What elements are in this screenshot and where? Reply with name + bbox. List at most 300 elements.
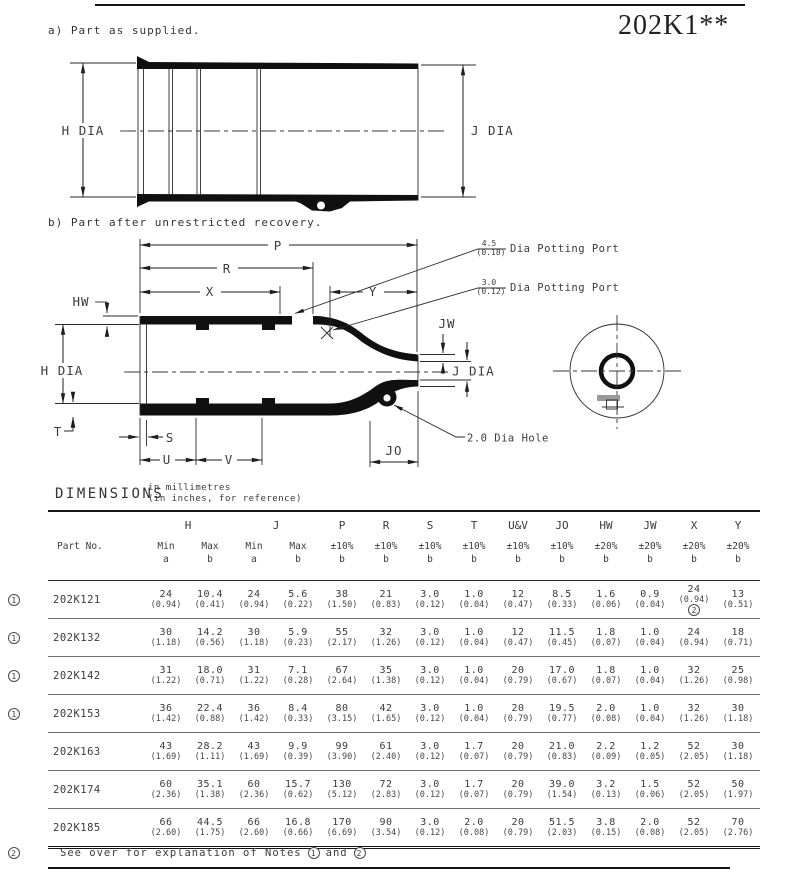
row-note-circle: 1 bbox=[8, 632, 20, 644]
value-mm: 55 bbox=[335, 627, 349, 638]
value-mm: 3.0 bbox=[420, 779, 440, 790]
value-inches: (0.41) bbox=[194, 600, 226, 610]
value-cell bbox=[452, 657, 496, 695]
value-cell bbox=[716, 619, 760, 657]
value-inches: (1.65) bbox=[370, 714, 402, 724]
value-mm: 30 bbox=[247, 627, 261, 638]
value-cell bbox=[144, 809, 188, 848]
value-cell bbox=[540, 581, 584, 619]
value-cell bbox=[188, 733, 232, 771]
value-cell bbox=[716, 733, 760, 771]
value-cell bbox=[232, 619, 276, 657]
value-mm: 52 bbox=[687, 779, 701, 790]
value-cell bbox=[408, 657, 452, 695]
value-mm: 24 bbox=[687, 627, 701, 638]
column-ab: b bbox=[452, 554, 496, 581]
value-mm: 1.0 bbox=[464, 703, 484, 714]
value-cell bbox=[584, 619, 628, 657]
value-cell bbox=[540, 657, 584, 695]
value-inches: (0.12) bbox=[414, 638, 446, 648]
value-inches: (5.12) bbox=[326, 790, 358, 800]
value-cell bbox=[144, 695, 188, 733]
value-inches: (0.04) bbox=[634, 638, 666, 648]
dimensions-table bbox=[11, 510, 760, 849]
value-cell bbox=[672, 695, 716, 733]
value-inches: (0.07) bbox=[458, 790, 490, 800]
value-inches: (2.05) bbox=[678, 752, 710, 762]
value-cell bbox=[276, 733, 320, 771]
value-cell bbox=[364, 771, 408, 809]
port2-label: Dia Potting Port bbox=[510, 282, 620, 294]
value-mm: 52 bbox=[687, 741, 701, 752]
value-mm: 31 bbox=[159, 665, 173, 676]
value-cell bbox=[408, 809, 452, 848]
value-mm: 25 bbox=[731, 665, 745, 676]
value-cell bbox=[320, 733, 364, 771]
value-inches: (1.26) bbox=[370, 638, 402, 648]
value-mm: 31 bbox=[247, 665, 261, 676]
column-letter: T bbox=[470, 518, 478, 532]
value-inches: (0.04) bbox=[458, 676, 490, 686]
part-number: 202K174 bbox=[53, 783, 101, 796]
column-ab: b bbox=[276, 554, 320, 581]
value-cell bbox=[144, 771, 188, 809]
table-row bbox=[48, 771, 760, 809]
header-spacer bbox=[48, 554, 144, 581]
value-inches: (0.66) bbox=[282, 828, 314, 838]
value-mm: 72 bbox=[379, 779, 393, 790]
value-mm: 24 bbox=[159, 589, 173, 600]
value-mm: 0.9 bbox=[640, 589, 660, 600]
value-inches: (0.79) bbox=[502, 828, 534, 838]
table-row bbox=[48, 695, 760, 733]
bottom-rule bbox=[48, 867, 730, 869]
column-ab: b bbox=[320, 554, 364, 581]
value-inches: (0.33) bbox=[282, 714, 314, 724]
value-inches: (0.07) bbox=[590, 676, 622, 686]
value-inches: (1.54) bbox=[546, 790, 578, 800]
column-tolerance: ±20% bbox=[594, 540, 618, 552]
value-cell bbox=[408, 581, 452, 619]
value-inches: (0.04) bbox=[458, 600, 490, 610]
value-cell bbox=[452, 581, 496, 619]
value-cell bbox=[584, 771, 628, 809]
value-mm: 21.0 bbox=[548, 741, 576, 752]
value-mm: 32 bbox=[379, 627, 393, 638]
x-label: X bbox=[205, 284, 215, 299]
part-no-cell bbox=[48, 733, 144, 771]
part-no-cell bbox=[48, 809, 144, 848]
value-inches: (0.04) bbox=[634, 600, 666, 610]
value-inches: (0.62) bbox=[282, 790, 314, 800]
value-mm: 1.0 bbox=[640, 703, 660, 714]
t-label: T bbox=[53, 424, 63, 439]
value-cell bbox=[188, 809, 232, 848]
h-dia-label-b: H DIA bbox=[40, 363, 84, 378]
value-inches: (1.26) bbox=[678, 676, 710, 686]
column-letter: HW bbox=[599, 518, 613, 532]
value-inches: (2.05) bbox=[678, 790, 710, 800]
value-mm: 12 bbox=[511, 627, 525, 638]
value-inches: (1.42) bbox=[150, 714, 182, 724]
value-cell bbox=[628, 733, 672, 771]
value-cell bbox=[232, 771, 276, 809]
table-row bbox=[48, 581, 760, 619]
value-mm: 60 bbox=[159, 779, 173, 790]
value-cell bbox=[364, 657, 408, 695]
value-cell bbox=[584, 809, 628, 848]
value-mm: 1.8 bbox=[596, 627, 616, 638]
table-row bbox=[48, 657, 760, 695]
value-inches: (0.06) bbox=[634, 790, 666, 800]
header-letters-row bbox=[48, 511, 760, 538]
value-cell bbox=[716, 771, 760, 809]
value-cell bbox=[452, 809, 496, 848]
value-mm: 21 bbox=[379, 589, 393, 600]
value-inches: (0.33) bbox=[546, 600, 578, 610]
value-cell bbox=[584, 733, 628, 771]
units-note bbox=[148, 483, 302, 505]
value-cell bbox=[540, 771, 584, 809]
value-inches: (1.38) bbox=[370, 676, 402, 686]
j-dia-label: J DIA bbox=[471, 123, 514, 138]
value-cell bbox=[672, 809, 716, 848]
column-letter: X bbox=[690, 518, 698, 532]
value-mm: 1.5 bbox=[640, 779, 660, 790]
value-cell bbox=[628, 657, 672, 695]
column-ab: a bbox=[232, 554, 276, 581]
value-inches: (0.83) bbox=[546, 752, 578, 762]
value-inches: (0.07) bbox=[458, 752, 490, 762]
value-mm: 8.5 bbox=[552, 589, 572, 600]
value-cell bbox=[188, 619, 232, 657]
value-cell bbox=[144, 657, 188, 695]
page-title: 202K1** bbox=[618, 10, 730, 41]
value-cell bbox=[320, 619, 364, 657]
value-mm: 5.6 bbox=[288, 589, 308, 600]
value-mm: 2.2 bbox=[596, 741, 616, 752]
value-inches: (1.22) bbox=[238, 676, 270, 686]
value-mm: 24 bbox=[247, 589, 261, 600]
value-inches: (0.04) bbox=[458, 714, 490, 724]
jw-label: JW bbox=[438, 316, 456, 331]
column-ab: b bbox=[716, 554, 760, 581]
value-inches: (2.36) bbox=[238, 790, 270, 800]
value-mm: 11.5 bbox=[548, 627, 576, 638]
column-ab: b bbox=[188, 554, 232, 581]
value-cell bbox=[496, 809, 540, 848]
value-inches: (0.94) bbox=[678, 638, 710, 648]
potting-port-1-opening bbox=[292, 315, 313, 327]
end-view bbox=[553, 315, 683, 429]
value-inches: (2.60) bbox=[238, 828, 270, 838]
value-inches: (0.94) bbox=[238, 600, 270, 610]
value-mm: 66 bbox=[159, 817, 173, 828]
part-no-cell bbox=[11, 619, 144, 657]
value-inches: (3.15) bbox=[326, 714, 358, 724]
value-cell bbox=[628, 581, 672, 619]
value-mm: 2.0 bbox=[640, 817, 660, 828]
value-cell bbox=[232, 695, 276, 733]
h-dia-dimension bbox=[54, 63, 136, 197]
value-cell bbox=[496, 733, 540, 771]
value-inches: (0.77) bbox=[546, 714, 578, 724]
value-inches: (2.36) bbox=[150, 790, 182, 800]
column-tolerance: ±10% bbox=[550, 540, 574, 552]
value-mm: 43 bbox=[247, 741, 261, 752]
port2-in: (0.12) bbox=[476, 287, 506, 296]
column-tolerance: ±10% bbox=[462, 540, 486, 552]
value-mm: 36 bbox=[159, 703, 173, 714]
value-inches: (0.08) bbox=[590, 714, 622, 724]
value-cell bbox=[716, 657, 760, 695]
value-inches: (0.09) bbox=[590, 752, 622, 762]
value-cell bbox=[144, 619, 188, 657]
value-cell bbox=[188, 771, 232, 809]
value-mm: 3.0 bbox=[420, 627, 440, 638]
value-inches: (1.69) bbox=[150, 752, 182, 762]
value-inches: (3.90) bbox=[326, 752, 358, 762]
value-mm: 24 bbox=[687, 583, 701, 595]
value-inches: (1.38) bbox=[194, 790, 226, 800]
value-mm: 1.7 bbox=[464, 779, 484, 790]
p-label: P bbox=[273, 238, 283, 253]
value-inches: (0.13) bbox=[590, 790, 622, 800]
value-mm: 1.7 bbox=[464, 741, 484, 752]
part-no-cell bbox=[11, 695, 144, 733]
value-cell bbox=[188, 581, 232, 619]
column-letter: R bbox=[382, 518, 390, 532]
column-ab: b bbox=[672, 554, 716, 581]
part-number: 202K121 bbox=[53, 593, 101, 606]
value-mm: 1.0 bbox=[640, 627, 660, 638]
value-cell bbox=[144, 581, 188, 619]
value-cell bbox=[320, 581, 364, 619]
s-label: S bbox=[165, 430, 175, 445]
value-cell bbox=[452, 771, 496, 809]
value-mm: 30 bbox=[159, 627, 173, 638]
header-spacer bbox=[48, 511, 144, 538]
value-cell bbox=[276, 581, 320, 619]
value-inches: (2.17) bbox=[326, 638, 358, 648]
column-tolerance: Max bbox=[201, 540, 219, 552]
value-cell bbox=[672, 657, 716, 695]
value-cell bbox=[364, 809, 408, 848]
port2-mm: 3.0 bbox=[481, 278, 497, 287]
value-cell bbox=[188, 657, 232, 695]
y-label: Y bbox=[368, 284, 378, 299]
value-cell bbox=[540, 733, 584, 771]
column-tolerance: Max bbox=[289, 540, 307, 552]
value-mm: 35 bbox=[379, 665, 393, 676]
units-line-2: (in inches, for reference) bbox=[148, 494, 302, 504]
value-inches: (1.50) bbox=[326, 600, 358, 610]
value-cell bbox=[408, 771, 452, 809]
dia-hole bbox=[383, 394, 390, 401]
value-mm: 28.2 bbox=[196, 741, 224, 752]
value-mm: 3.0 bbox=[420, 703, 440, 714]
column-letter: H bbox=[184, 518, 192, 532]
value-inches: (2.40) bbox=[370, 752, 402, 762]
value-mm: 66 bbox=[247, 817, 261, 828]
value-inches: (0.39) bbox=[282, 752, 314, 762]
footer-note-circle: 2 bbox=[8, 847, 20, 859]
value-inches: (2.64) bbox=[326, 676, 358, 686]
value-inches: (0.22) bbox=[282, 600, 314, 610]
value-inches: (0.04) bbox=[634, 714, 666, 724]
value-cell bbox=[408, 695, 452, 733]
value-inches: (0.08) bbox=[634, 828, 666, 838]
part-no-header: Part No. bbox=[57, 540, 103, 552]
value-inches: (2.83) bbox=[370, 790, 402, 800]
column-ab: b bbox=[540, 554, 584, 581]
value-cell bbox=[672, 771, 716, 809]
value-inches: (1.26) bbox=[678, 714, 710, 724]
value-cell bbox=[320, 771, 364, 809]
value-mm: 9.9 bbox=[288, 741, 308, 752]
value-mm: 51.5 bbox=[548, 817, 576, 828]
value-inches: (0.83) bbox=[370, 600, 402, 610]
header-ab-row bbox=[48, 554, 760, 581]
value-mm: 1.2 bbox=[640, 741, 660, 752]
value-inches: (1.42) bbox=[238, 714, 270, 724]
value-inches: (2.60) bbox=[150, 828, 182, 838]
port1-in: (0.18) bbox=[476, 248, 506, 257]
value-inches: (0.67) bbox=[546, 676, 578, 686]
column-tolerance: Min bbox=[157, 540, 175, 552]
value-cell bbox=[584, 581, 628, 619]
value-cell bbox=[320, 809, 364, 848]
column-letter: J bbox=[272, 518, 280, 532]
column-letter: P bbox=[338, 518, 346, 532]
value-mm: 80 bbox=[335, 703, 349, 714]
value-mm: 35.1 bbox=[196, 779, 224, 790]
drawing-part-as-supplied bbox=[0, 50, 792, 218]
section-a-label: a) Part as supplied. bbox=[48, 24, 201, 37]
value-mm: 1.0 bbox=[464, 589, 484, 600]
header-sub-row bbox=[48, 538, 760, 554]
value-mm: 3.0 bbox=[420, 589, 440, 600]
value-cell bbox=[628, 619, 672, 657]
value-inches: (1.75) bbox=[194, 828, 226, 838]
value-inches: (0.04) bbox=[634, 676, 666, 686]
value-mm: 38 bbox=[335, 589, 349, 600]
value-cell bbox=[276, 809, 320, 848]
column-ab: b bbox=[584, 554, 628, 581]
value-inches: (0.06) bbox=[590, 600, 622, 610]
column-letter: JO bbox=[555, 518, 569, 532]
value-cell bbox=[232, 733, 276, 771]
value-mm: 130 bbox=[332, 779, 352, 790]
value-mm: 13 bbox=[731, 589, 745, 600]
column-tolerance: ±10% bbox=[418, 540, 442, 552]
value-inches: (0.12) bbox=[414, 752, 446, 762]
jo-label: JO bbox=[385, 443, 403, 458]
part-number: 202K163 bbox=[53, 745, 101, 758]
mounting-hole bbox=[317, 202, 325, 210]
value-mm: 8.4 bbox=[288, 703, 308, 714]
value-mm: 1.0 bbox=[464, 627, 484, 638]
value-mm: 42 bbox=[379, 703, 393, 714]
value-inches: (0.12) bbox=[414, 790, 446, 800]
port1-mm: 4.5 bbox=[481, 239, 497, 248]
value-inches: (0.51) bbox=[722, 600, 754, 610]
column-ab: a bbox=[144, 554, 188, 581]
dimensions-title: DIMENSIONS bbox=[55, 486, 165, 502]
value-cell bbox=[452, 733, 496, 771]
value-mm: 32 bbox=[687, 665, 701, 676]
part-no-cell bbox=[11, 581, 144, 619]
value-mm: 67 bbox=[335, 665, 349, 676]
value-mm: 20 bbox=[511, 741, 525, 752]
value-inches: (2.76) bbox=[722, 828, 754, 838]
value-inches: (6.69) bbox=[326, 828, 358, 838]
value-cell bbox=[672, 581, 716, 619]
value-mm: 1.8 bbox=[596, 665, 616, 676]
value-mm: 99 bbox=[335, 741, 349, 752]
value-inches: (0.79) bbox=[502, 790, 534, 800]
value-cell bbox=[188, 695, 232, 733]
value-inches: (2.05) bbox=[678, 828, 710, 838]
value-mm: 3.0 bbox=[420, 665, 440, 676]
top-dimensions bbox=[140, 237, 417, 352]
value-cell bbox=[716, 809, 760, 848]
value-inches: (0.88) bbox=[194, 714, 226, 724]
value-inches: (0.47) bbox=[502, 638, 534, 648]
value-cell bbox=[408, 619, 452, 657]
value-cell bbox=[628, 695, 672, 733]
column-letter: S bbox=[426, 518, 434, 532]
value-cell bbox=[276, 695, 320, 733]
j-dia-label-b: J DIA bbox=[452, 363, 495, 379]
footer-text: See over for explanation of Notes bbox=[60, 847, 302, 859]
value-mm: 7.1 bbox=[288, 665, 308, 676]
value-mm: 10.4 bbox=[196, 589, 224, 600]
value-mm: 61 bbox=[379, 741, 393, 752]
value-mm: 16.8 bbox=[284, 817, 312, 828]
value-cell bbox=[276, 657, 320, 695]
value-cell bbox=[496, 771, 540, 809]
value-inches: (0.04) bbox=[458, 638, 490, 648]
value-cell bbox=[232, 581, 276, 619]
column-tolerance: ±20% bbox=[726, 540, 750, 552]
value-inches: (0.23) bbox=[282, 638, 314, 648]
value-inches: (0.07) bbox=[590, 638, 622, 648]
value-cell bbox=[540, 695, 584, 733]
value-mm: 19.5 bbox=[548, 703, 576, 714]
value-cell bbox=[716, 695, 760, 733]
left-dimensions bbox=[32, 294, 139, 439]
value-inches: (0.45) bbox=[546, 638, 578, 648]
value-mm: 44.5 bbox=[196, 817, 224, 828]
column-letter: Y bbox=[734, 518, 742, 532]
port1-label: Dia Potting Port bbox=[510, 243, 620, 255]
top-rule bbox=[95, 4, 745, 6]
value-cell bbox=[276, 619, 320, 657]
table-row bbox=[48, 809, 760, 848]
value-inches: (0.79) bbox=[502, 714, 534, 724]
value-inches: (0.12) bbox=[414, 828, 446, 838]
value-cell bbox=[672, 619, 716, 657]
footer-note1-circle: 1 bbox=[308, 847, 320, 859]
part-number: 202K153 bbox=[53, 707, 101, 720]
value-cell bbox=[144, 733, 188, 771]
value-cell bbox=[364, 733, 408, 771]
value-cell bbox=[584, 695, 628, 733]
value-inches: (0.08) bbox=[458, 828, 490, 838]
value-mm: 15.7 bbox=[284, 779, 312, 790]
value-cell bbox=[320, 657, 364, 695]
